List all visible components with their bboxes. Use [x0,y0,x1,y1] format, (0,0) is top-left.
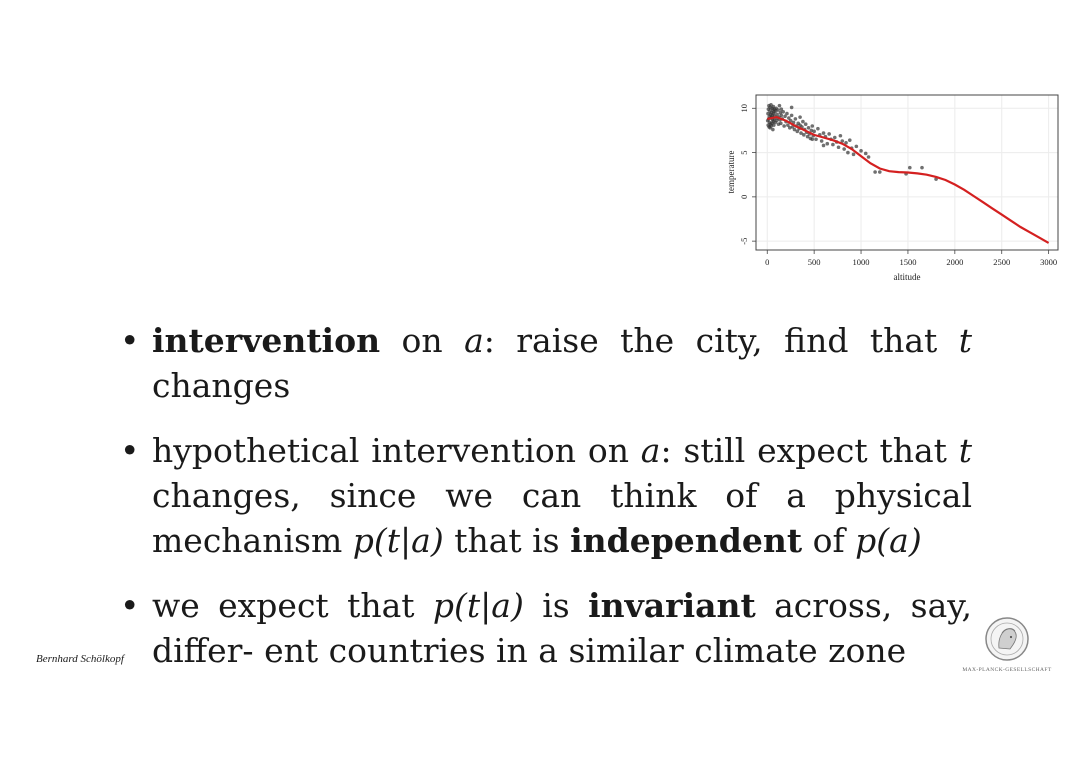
data-point [804,122,808,126]
data-point [908,166,912,170]
data-point [816,127,820,131]
data-point [837,145,841,149]
math-a: a [464,321,484,360]
data-point [842,147,846,151]
y-tick-label: 5 [739,150,749,155]
data-points [766,103,938,181]
data-point [822,144,826,148]
y-tick-label: -5 [739,237,749,245]
data-point [779,122,783,126]
math-p-t-given-a: p(t|a) [352,521,444,560]
text: : raise the city, find that [483,321,959,360]
term-invariant: invariant [588,586,756,625]
y-axis-label: temperature [726,150,736,194]
text: of [802,521,856,560]
data-point [802,133,806,137]
data-point [831,143,835,147]
bullet-invariant [120,583,972,673]
data-point [801,120,805,124]
data-point [814,137,818,141]
data-point [867,155,871,159]
y-tick-label: 10 [739,104,749,113]
data-point [846,151,850,155]
data-point [782,124,786,128]
data-point [859,149,863,153]
x-tick-label: 3000 [1040,257,1058,267]
minerva-seal-icon [984,616,1030,662]
x-tick-label: 500 [807,257,821,267]
text: across, say, differ- ent countries in a similar climate zone [152,586,973,670]
data-point [794,117,798,121]
data-point [873,170,877,174]
logo-caption: MAX-PLANCK-GESELLSCHAFT [962,667,1052,673]
data-point [790,114,794,118]
data-point [798,115,802,119]
x-tick-label: 1000 [852,257,870,267]
x-tick-label: 1500 [899,257,917,267]
term-intervention: intervention [152,321,381,360]
data-point [810,124,814,128]
data-point [807,126,811,130]
x-tick-label: 2500 [993,257,1011,267]
math-p-a: p(a) [855,521,922,560]
data-point [852,153,856,157]
y-axis [739,104,756,245]
max-planck-logo [958,616,1056,673]
text: changes [152,366,291,405]
math-t: t [958,431,972,470]
text: changes, since we can think of a physical mechanism [152,476,972,560]
text: on [380,321,465,360]
text: hypothetical intervention on [152,431,641,470]
data-point [771,128,775,132]
text: we expect that [152,586,433,625]
data-point [810,137,814,141]
x-tick-label: 0 [765,257,770,267]
bullet-list [120,318,972,693]
data-point [855,145,859,149]
data-point [780,107,784,111]
data-point [790,106,794,110]
data-point [833,136,837,140]
x-tick-label: 2000 [946,257,964,267]
data-point [812,130,816,134]
data-point [848,138,852,142]
math-p-t-given-a: p(t|a) [432,586,524,625]
data-point [839,134,843,138]
data-point [878,170,882,174]
temperature-altitude-scatter-plot [722,90,1062,290]
term-independent: independent [570,521,803,560]
bullet-hypothetical-intervention [120,428,972,563]
data-point [825,142,829,146]
text: is [523,586,589,625]
math-a: a [640,431,661,470]
y-tick-label: 0 [739,194,749,199]
math-t: t [958,321,972,360]
data-point [827,132,831,136]
x-axis-label: altitude [893,272,921,282]
data-point [778,104,782,108]
data-point [822,131,826,135]
data-point [785,112,789,116]
x-axis [765,250,1057,267]
data-point [780,114,784,118]
author-name: Bernhard Schölkopf [36,653,124,665]
data-point [864,152,868,156]
text: that is [443,521,571,560]
data-point [820,139,824,143]
bullet-intervention [120,318,972,408]
data-point [920,166,924,170]
text: : still expect that [660,431,959,470]
